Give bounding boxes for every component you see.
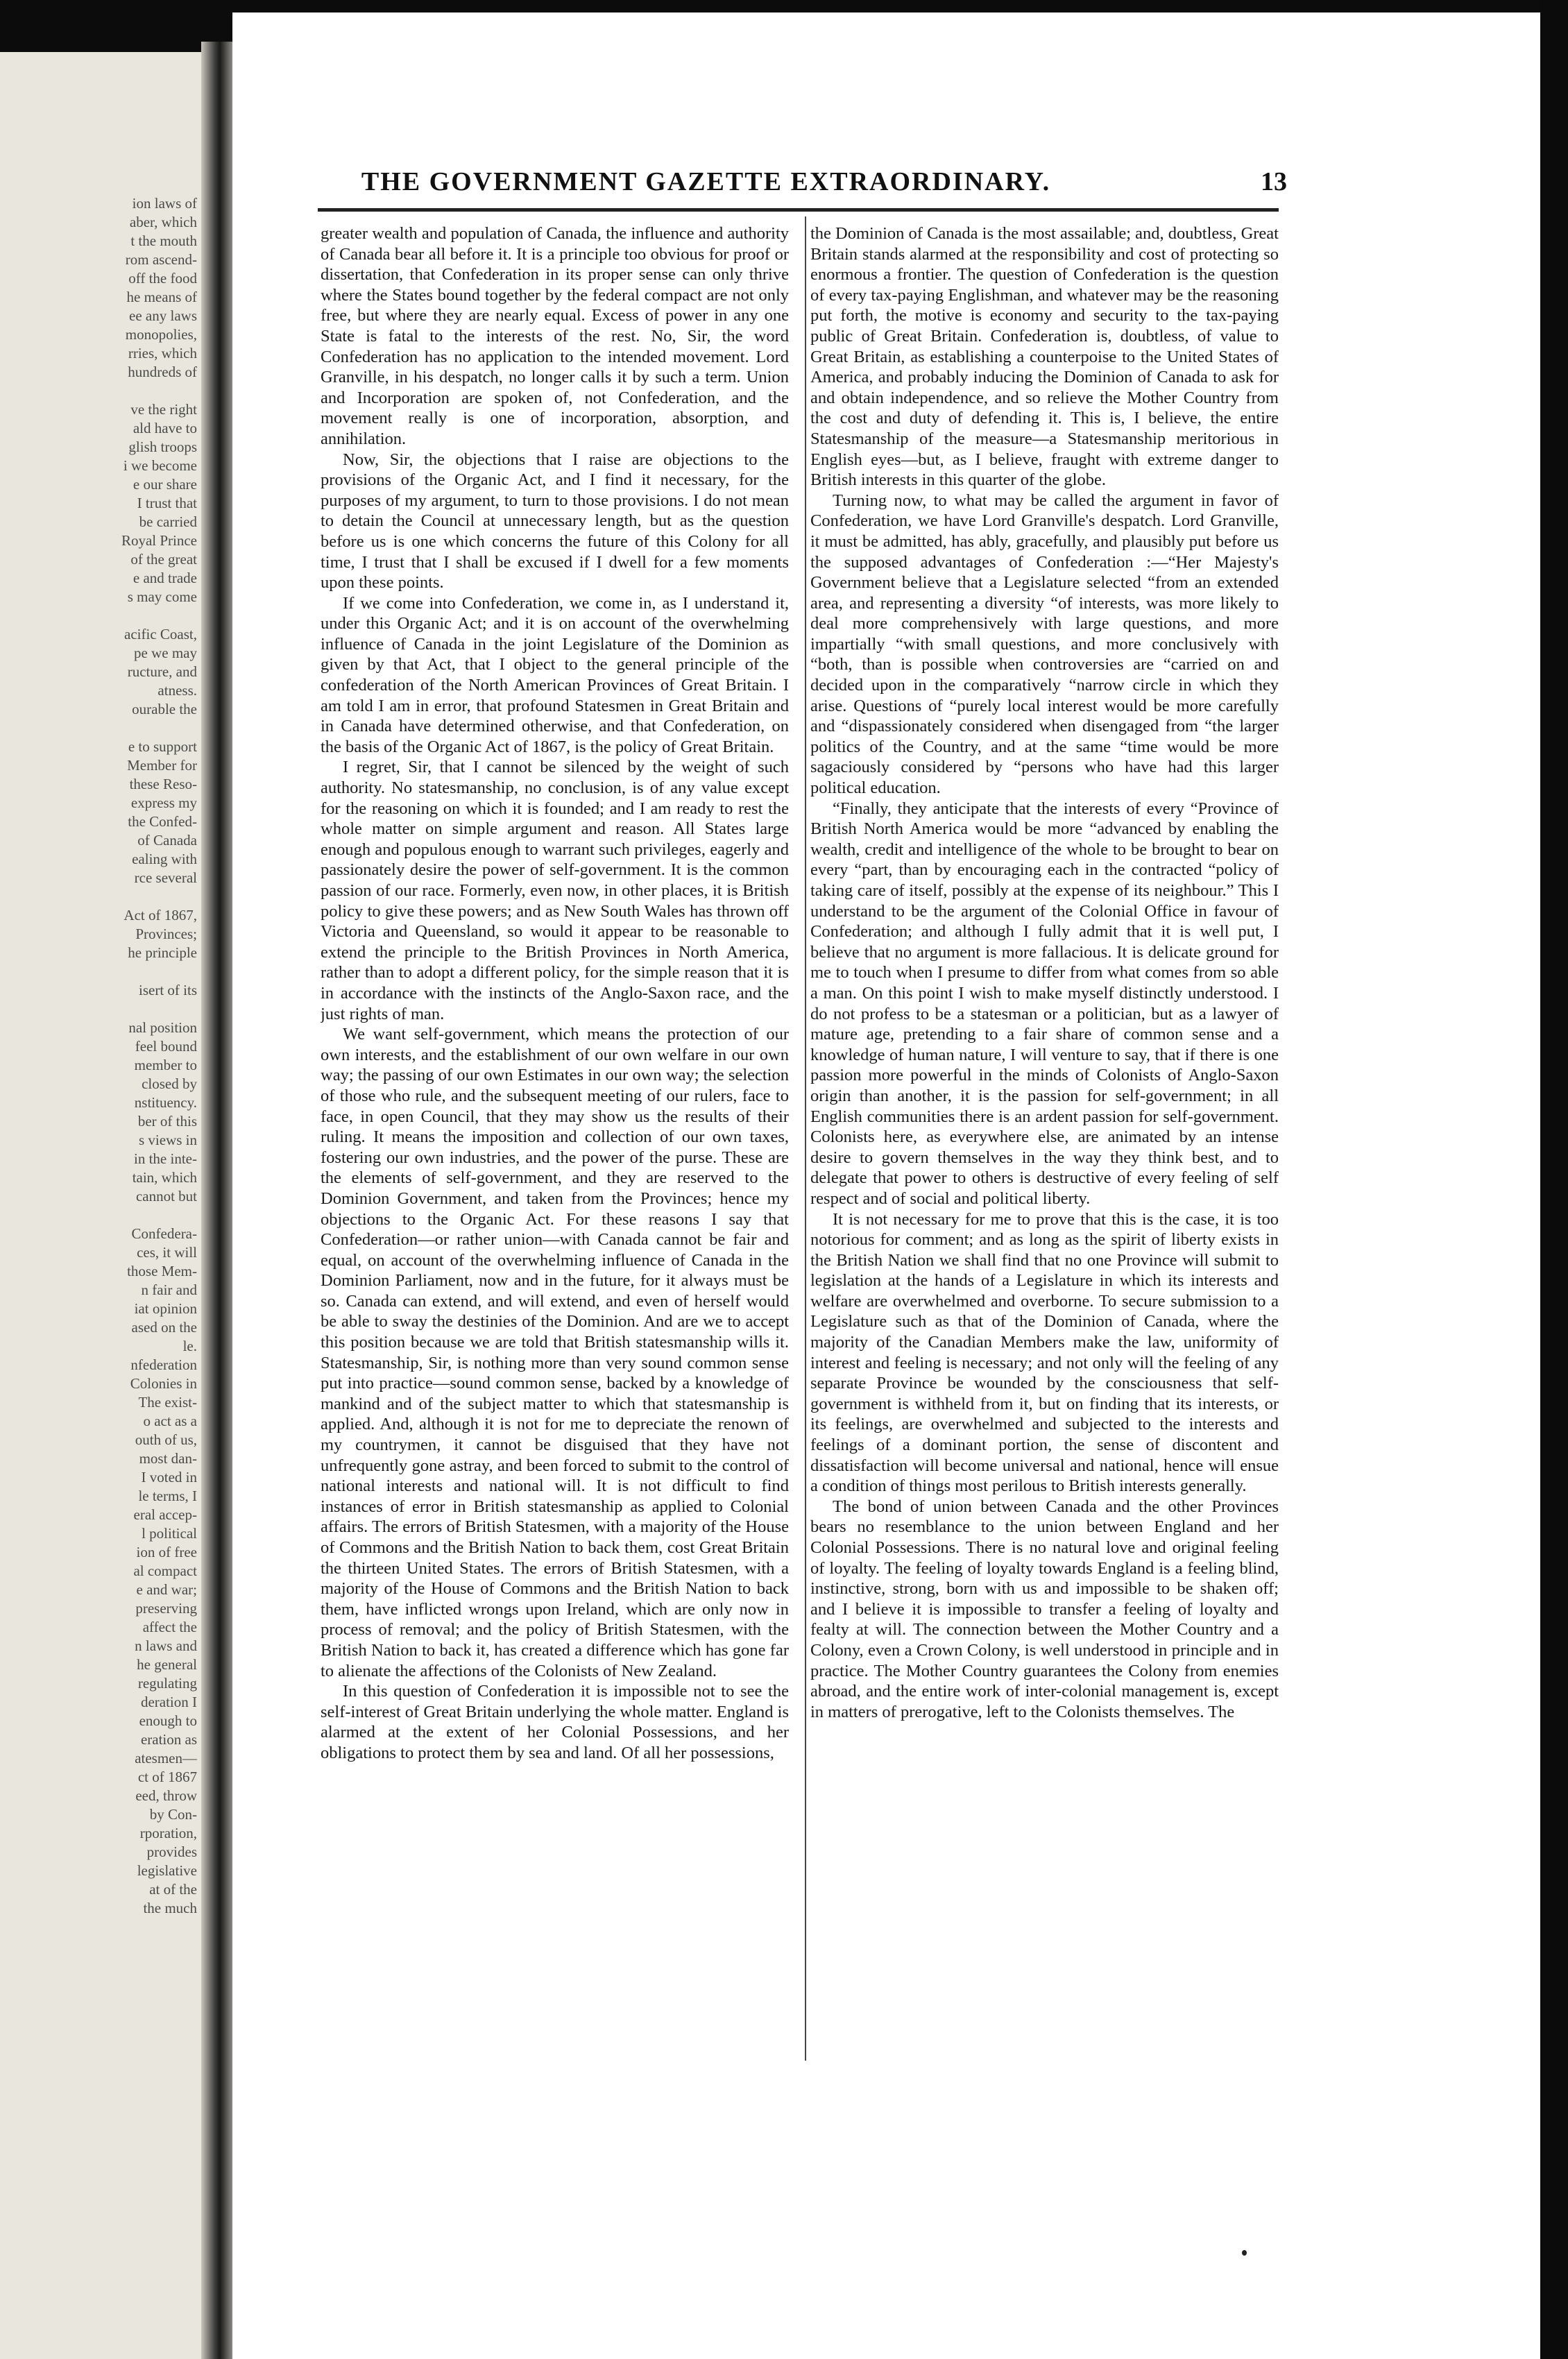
fragment-line: of Canada <box>137 832 197 849</box>
fragment-line: nfederation <box>130 1356 197 1373</box>
fragment-line: t the mouth <box>130 232 197 249</box>
fragment-line: affect the <box>142 1619 197 1635</box>
fragment-line: Act of 1867, <box>123 907 197 923</box>
fragment-line: e to support <box>128 738 197 755</box>
paragraph: Turning now, to what may be called the argument in favor of Confederation, we have Lord Granville's despatch. Lord Granville, it must be admitted, has ably, gracefully, and plausibly put before us the supposed advantages of Confederation :—“Her Majesty's Government believe that a Legislature selected “from an extended area, and representing a diversity “of interests, was more likely to deal more comprehensively with large questions, and more impartially “with small questions, and more conclusively with “both, than is possible when controversies are “carried on and decided upon in the comparatively “narrow circle in which they arise. Questions of “purely local interest would be more carefully and “dispassionately considered when disengaged from “the larger politics of the Country, and at the same “time would be more sagaciously considered by “persons who have had this larger political education. <box>810 491 1279 798</box>
paragraph: If we come into Confederation, we come in, as I understand it, under this Organic Act; and it is on account of the overwhelming influence of Canada in the joint Legislature of the Dominion as given by that Act, that I object to the general principle of the confederation of the North American Provinces of Great Britain. I am told I am in error, that profound Statesmen in Great Britain and in Canada have determined otherwise, and that Confederation, on the basis of the Organic Act of 1867, is the policy of Great Britain. <box>321 593 789 756</box>
fragment-line <box>0 887 197 906</box>
fragment-line: Confedera- <box>131 1225 197 1242</box>
fragment-line: Member for <box>127 757 197 774</box>
fragment-line: isert of its <box>139 982 197 998</box>
fragment-line: I voted in <box>141 1469 197 1485</box>
fragment-line: express my <box>130 794 197 811</box>
fragment-line: ealing with <box>132 851 197 867</box>
paragraph: It is not necessary for me to prove that this is the case, it is too notorious for comment; and as long as the spirit of liberty exists in the British Nation we shall find that no one Province will submit to legislation at the hands of a Legislature in which its interests and welfare are overwhelmed and overborne. To secure submission to a Legislature such as that of the Dominion of Canada, where the majority of the Canadian Members make the law, uniformity of interest and feeling is necessary; and not only will the feeling of any separate Province be wounded by the consciousness that self-government is withheld from it, but on finding that its interests, or its feelings, are overwhelmed and subjected to the interests and feelings of a dominant portion, the sense of discontent and dissatisfaction will become universal and national, hence will ensue a condition of things most perilous to British interests generally. <box>810 1209 1279 1496</box>
fragment-line: Royal Prince <box>121 532 197 549</box>
paragraph: The bond of union between Canada and the other Provinces bears no resemblance to the union between England and her Colonial Possessions. There is no natural love and original feeling of loyalty. The feeling of loyalty towards England is a feeling blind, instinctive, strong, born with us and impossible to be shaken off; and I believe it is impossible to transfer a feeling of loyalty and fealty at will. The connection between the Mother Country and a Colony, even a Crown Colony, is well understood in principle and in practice. The Mother Country guarantees the Colony from enemies abroad, and the entire work of inter-colonial management is, except in matters of prerogative, left to the Colonists themselves. The <box>810 1497 1279 1721</box>
fragment-line: outh of us, <box>135 1431 197 1448</box>
fragment-line: rom ascend- <box>125 251 197 268</box>
fragment-line <box>0 382 197 400</box>
fragment-line: n fair and <box>141 1281 197 1298</box>
column-divider <box>805 216 806 2061</box>
fragment-line: ion of free <box>136 1544 197 1560</box>
paragraph: We want self-government, which means the protection of our own interests, and the establishment of our own welfare in our own way; the passing of our own Estimates in our own way; the selection of those who rule, and the subsequent meeting of our rulers, face to face, in open Council, that they may show us the results of their ruling. It means the imposition and collection of our own taxes, fostering our own industries, and the power of the purse. These are the elements of self-government, and they are reserved to the Dominion Government, and taken from the Provinces; hence my objections to the Organic Act. For these reasons I say that Confederation—or rather union—with Canada cannot be fair and equal, on account of the overwhelming influence of Canada in the Dominion Parliament, now and in the future, for it always must be so. Canada can extend, and will extend, and even of herself would be able to sway the destinies of the Dominion. And are we to accept this position because we are told that British statesmanship wills it. Statesmanship, Sir, is nothing more than very sound common sense put into practice—sound common sense, backed by a knowledge of mankind and of the subject matter to which that statesmanship is applied. And, although it is not for me to depreciate the renown of my countrymen, it cannot be disguised that they have not unfrequently gone astray, and been forced to submit to the control of national interests and national will. It is not difficult to find instances of error in British statesmanship as applied to Colonial affairs. The errors of British Statesmen, with a majority of the House of Commons and the British Nation to back them, cost Great Britain the thirteen United States. The errors of British Statesmen, with a majority of the House of Commons and the British Nation to back them, have inflicted wrongs upon Ireland, which are only now in process of removal; and the policy of British Statesmen, with the British Nation to back it, has created a difference which has gone far to alienate the affections of the Colonists of New Zealand. <box>321 1025 789 1680</box>
fragment-line: eed, throw <box>135 1787 197 1804</box>
fragment-line: in the inte- <box>134 1150 197 1167</box>
fragment-line: tain, which <box>132 1169 197 1186</box>
fragment-line: aber, which <box>129 214 197 230</box>
paragraph: Now, Sir, the objections that I raise are objections to the provisions of the Organic Act, and I find it necessary, for the purposes of my argument, to turn to those provisions. I do not mean to detain the Council at unnecessary length, but as the question before us is one which concerns the future of this Colony for all time, I trust that I shall be excused if I dwell for a few moments upon these points. <box>321 450 789 593</box>
fragment-line: nal position <box>128 1019 197 1036</box>
fragment-line: glish troops <box>128 438 197 455</box>
fragment-line: e our share <box>133 476 197 493</box>
fragment-line: he principle <box>128 944 197 961</box>
fragment-line <box>0 1206 197 1225</box>
fragment-line: s may come <box>127 588 197 605</box>
fragment-line: Provinces; <box>135 926 197 942</box>
fragment-line: ct of 1867 <box>137 1769 197 1785</box>
fragment-line: n laws and <box>135 1637 197 1654</box>
fragment-line: e and trade <box>133 570 197 586</box>
paragraph: “Finally, they anticipate that the interests of every “Province of British North America would be more “advanced by enabling the wealth, credit and intelligence of the whole to be brought to bear on every “part, than by encouraging each in the contracted “policy of taking care of itself, possibly at the expense of its neighbour.” This I understand to be the argument of the Colonial Office in favour of Confederation; and although I fully admit that it is well put, I believe that no argument is more fallacious. It is delicate ground for me to touch when I presume to differ from what comes from so able a man. On this point I wish to make myself distinctly understood. I do not profess to be a statesman or a politician, but as a lawyer of mature age, pretending to a fair share of common sense and a knowledge of human nature, I will venture to say, that if there is one passion more powerful in the minds of Colonists of Anglo-Saxon origin than another, it is the passion for self-government; in all English communities there is an ardent passion for self-government. Colonists here, as everywhere else, are animated by an intense desire to govern themselves in the way they think best, and to delegate that power to others is destructive of every feeling of self respect and of social and political liberty. <box>810 799 1279 1208</box>
fragment-line: those Mem- <box>127 1263 197 1279</box>
fragment-line: Colonies in <box>130 1375 197 1392</box>
fragment-line: of the great <box>130 551 197 568</box>
fragment-line: rce several <box>134 869 197 886</box>
fragment-line: he means of <box>126 289 197 305</box>
fragment-line: the Confed- <box>128 813 197 830</box>
fragment-line: be carried <box>139 513 197 530</box>
fragment-line: preserving <box>135 1600 197 1617</box>
fragment-line: eral accep- <box>133 1506 197 1523</box>
fragment-line: the much <box>143 1900 197 1916</box>
fragment-line: ald have to <box>133 420 197 436</box>
fragment-line: le terms, I <box>138 1488 197 1504</box>
fragment-line: o act as a <box>143 1413 197 1429</box>
fragment-line: these Reso- <box>129 776 197 792</box>
fragment-line: nstituency. <box>134 1094 197 1111</box>
fragment-line: iat opinion <box>134 1300 197 1317</box>
fragment-line: rries, which <box>128 345 197 361</box>
fragment-line: ve the right <box>130 401 197 418</box>
fragment-line: I trust that <box>137 495 197 511</box>
fragment-line: monopolies, <box>125 326 197 343</box>
fragment-line: member to <box>134 1057 197 1073</box>
paragraph: I regret, Sir, that I cannot be silenced by the weight of such authority. No statesmanship, no conclusion, is of any value except for the reasoning on which it is founded; and I am ready to rest the whole matter on simple argument and reason. All States large enough and populous enough to warrant such privileges, eagerly and passionately desire the power of self-government. It is the common passion of our race. Formerly, even now, in other places, it is British policy to give these powers; and as New South Wales has thrown off Victoria and Queensland, so would it appear to be reasonable to extend the principle to the British Provinces in North America, rather than to adopt a different policy, for the simple reason that it is in accordance with the instincts of the Anglo-Saxon race, and the just rights of man. <box>321 758 789 1023</box>
header-rule <box>318 208 1279 212</box>
page-edge <box>1540 0 1568 2359</box>
ink-speck <box>1242 2250 1247 2256</box>
right-column <box>810 223 1279 2062</box>
fragment-line: legislative <box>137 1862 197 1879</box>
fragment-line: ourable the <box>132 701 197 717</box>
fragment-line: acific Coast, <box>124 626 197 642</box>
fragment-line: s views in <box>139 1132 197 1148</box>
fragment-line: feel bound <box>135 1038 197 1055</box>
paragraph: greater wealth and population of Canada, the influence and authority of Canada bear all before it. It is a principle too obvious for proof or dissertation, that Confederation in its proper sense can only thrive where the States bound together by the federal compact are not only free, but where they are nearly equal. Excess of power in any one State is fatal to the interests of the rest. No, Sir, the word Confederation has no application to the intended movement. Lord Granville, in his despatch, no longer calls it by such a term. Union and Incorporation are spoken of, not Confederation, and the movement really is one of incorporation, absorption, and annihilation. <box>321 224 789 448</box>
fragment-line: i we become <box>123 457 197 474</box>
fragment-line: eration as <box>140 1731 197 1748</box>
fragment-line <box>0 719 197 738</box>
fragment-line: at of the <box>149 1881 197 1898</box>
fragment-line <box>0 606 197 625</box>
fragment-line: ased on the <box>131 1319 197 1336</box>
fragment-line: le. <box>182 1338 197 1354</box>
fragment-line: off the food <box>128 270 197 287</box>
fragment-line: closed by <box>142 1075 197 1092</box>
fragment-line: hundreds of <box>128 364 197 380</box>
fragment-line: he general <box>137 1656 197 1673</box>
book-gutter <box>201 42 232 2359</box>
gazette-title: THE GOVERNMENT GAZETTE EXTRAORDINARY. <box>361 167 1051 196</box>
fragment-line: ces, it will <box>137 1244 197 1261</box>
fragment-line <box>0 1000 197 1019</box>
fragment-line: enough to <box>139 1712 197 1729</box>
fragment-line: atesmen— <box>135 1750 197 1766</box>
paragraph: In this question of Confederation it is impossible not to see the self-interest of Great Britain underlying the whole matter. England is alarmed at the extent of her Colonial Possessions, and her obligations to protect them by sea and land. Of all her possessions, <box>321 1682 789 1762</box>
fragment-line: cannot but <box>135 1188 197 1204</box>
fragment-line: regulating <box>137 1675 197 1692</box>
fragment-line: pe we may <box>134 645 197 661</box>
fragment-line: The exist- <box>138 1394 197 1411</box>
fragment-line: by Con- <box>149 1806 197 1823</box>
fragment-line: e and war; <box>136 1581 197 1598</box>
left-column <box>321 223 789 2062</box>
fragment-line: al compact <box>133 1562 197 1579</box>
fragment-line: provides <box>146 1843 197 1860</box>
fragment-line: rporation, <box>139 1825 197 1841</box>
fragment-line <box>0 962 197 981</box>
fragment-line: deration I <box>140 1694 197 1710</box>
fragment-line: ber of this <box>137 1113 197 1130</box>
page-number: 13 <box>1261 167 1287 196</box>
fragment-line: l political <box>142 1525 197 1542</box>
fragment-line: atness. <box>157 682 197 699</box>
page-header <box>239 161 1294 203</box>
fragment-line: ion laws of <box>132 195 197 212</box>
fragment-line: ructure, and <box>127 663 197 680</box>
paragraph: the Dominion of Canada is the most assailable; and, doubtless, Great Britain stands alarmed at the responsibility and cost of protecting so enormous a frontier. The question of Confederation is the question of every tax-paying Englishman, and whatever may be the reasoning put forth, the motive is economy and security to the tax-paying public of Great Britain. Confederation is, doubtless, of value to Great Britain, as establishing a counterpoise to the United States of America, and probably inducing the Dominion of Canada to ask for and obtain independence, and so relieve the Mother Country from the cost and duty of defending it. This is, I believe, the entire Statesmanship of the measure—a Statesmanship meritorious in English eyes—but, as I believe, fraught with extreme danger to British interests in this quarter of the globe. <box>810 224 1279 490</box>
fragment-line: most dan- <box>139 1450 197 1467</box>
fragment-line: ee any laws <box>129 307 197 324</box>
previous-page-edge <box>0 52 201 2359</box>
previous-page-text <box>0 194 197 1918</box>
